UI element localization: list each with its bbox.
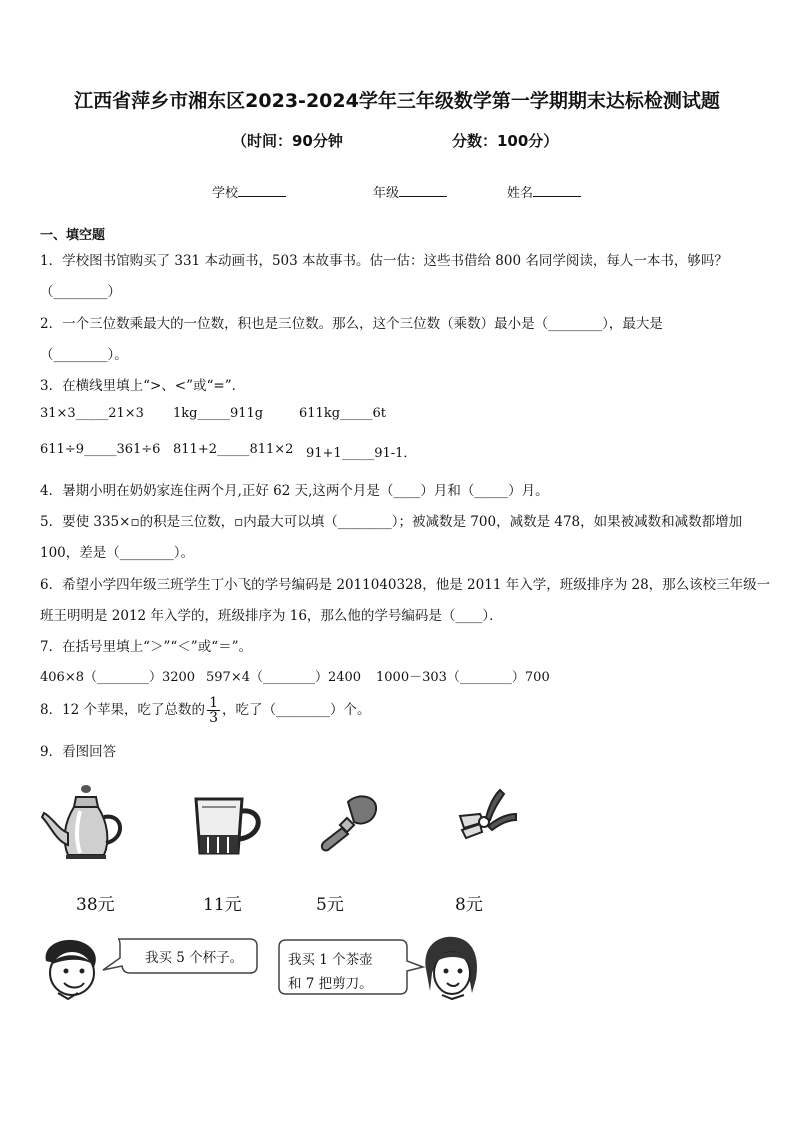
question-3-r1c3: 611kg_____6t [299,406,387,421]
question-2-line-1: 2．一个三位数乘最大的一位数，积也是三位数。那么，这个三位数（乘数）最小是（________），最大是 [40,316,663,332]
name-label: 姓名 [507,186,534,201]
exam-time: （时间：90分钟 [232,132,343,150]
cup-price: 11元 [203,895,242,915]
question-4: 4．暑期小明在奶奶家连住两个月,正好 62 天,这两个月是（____）月和（_____）月。 [40,483,549,499]
school-field[interactable] [212,182,286,201]
grade-label: 年级 [373,186,400,201]
question-5-line-2: 100，差是（________）。 [40,545,195,561]
exam-score: 分数：100分） [452,132,559,150]
teapot-image [40,783,132,863]
grade-field[interactable] [373,182,447,201]
question-5-line-1: 5．要使 335×▫的积是三位数，▫内最大可以填（________）；被减数是 700，减数是 478，如果被减数和减数都增加 [40,514,743,530]
cup-image [192,795,264,857]
girl-speech-line-1: 我买 1 个茶壶 [288,952,373,968]
question-3-r1c1: 31×3_____21×3 [40,406,144,421]
question-1-line-1: 1．学校图书馆购买了 331 本动画书，503 本故事书。估一估：这些书借给 800 名同学阅读，每人一本书，够吗？ [40,253,728,269]
question-8 [40,696,370,725]
question-3-r1c2: 1kg_____911g [173,406,264,421]
question-7-item-3: 1000－303（________）700 [376,670,550,685]
question-7-item-1: 406×8（________）3200 [40,670,196,685]
fraction-numerator: 1 [209,695,218,711]
question-9: 9．看图回答 [40,744,117,760]
scissors-image [454,788,520,848]
teapot-price: 38元 [76,895,115,915]
question-3-stem: 3．在横线里填上“>、<”或“=”． [40,378,246,394]
question-3-r2c1: 611÷9_____361÷6 [40,442,161,457]
question-1-answer[interactable]: （________） [40,284,121,300]
girl-speech-line-2: 和 7 把剪刀。 [288,976,373,992]
grade-blank[interactable] [399,184,447,197]
question-3-r2c2: 811+2_____811×2 [173,442,294,457]
boy-speech-bubble: 我买 5 个杯子。 [145,950,244,966]
trowel-price: 5元 [316,895,344,915]
question-6-line-2: 班王明明是 2012 年入学的，班级排序为 16，那么他的学号编码是（____）． [40,608,503,624]
trowel-image [318,792,380,854]
question-7-stem: 7．在括号里填上“＞”“＜”或“＝”。 [40,639,252,655]
name-blank[interactable] [533,184,581,197]
name-field[interactable] [507,182,581,201]
girl-avatar [420,933,482,1001]
question-8-suffix: ，吃了（________）个。 [221,702,371,718]
fraction [207,696,220,725]
school-label: 学校 [212,186,239,201]
section-title: 一、填空题 [40,228,106,243]
question-8-prefix: 8．12 个苹果，吃了总数的 [40,702,206,718]
boy-avatar [38,935,108,999]
question-6-line-1: 6．希望小学四年级三班学生丁小飞的学号编码是 2011040328，他是 2011 年入学，班级排序为 28，那么该校三年级一 [40,577,771,593]
fraction-denominator: 3 [209,710,218,726]
question-2-line-2: （________）。 [40,347,128,363]
page-title: 江西省萍乡市湘东区2023-2024学年三年级数学第一学期期末达标检测试题 [74,90,720,112]
question-7-item-2: 597×4（________）2400 [206,670,362,685]
scissors-price: 8元 [455,895,483,915]
school-blank[interactable] [238,184,286,197]
question-3-r2c3: 91+1_____91-1． [306,446,417,461]
